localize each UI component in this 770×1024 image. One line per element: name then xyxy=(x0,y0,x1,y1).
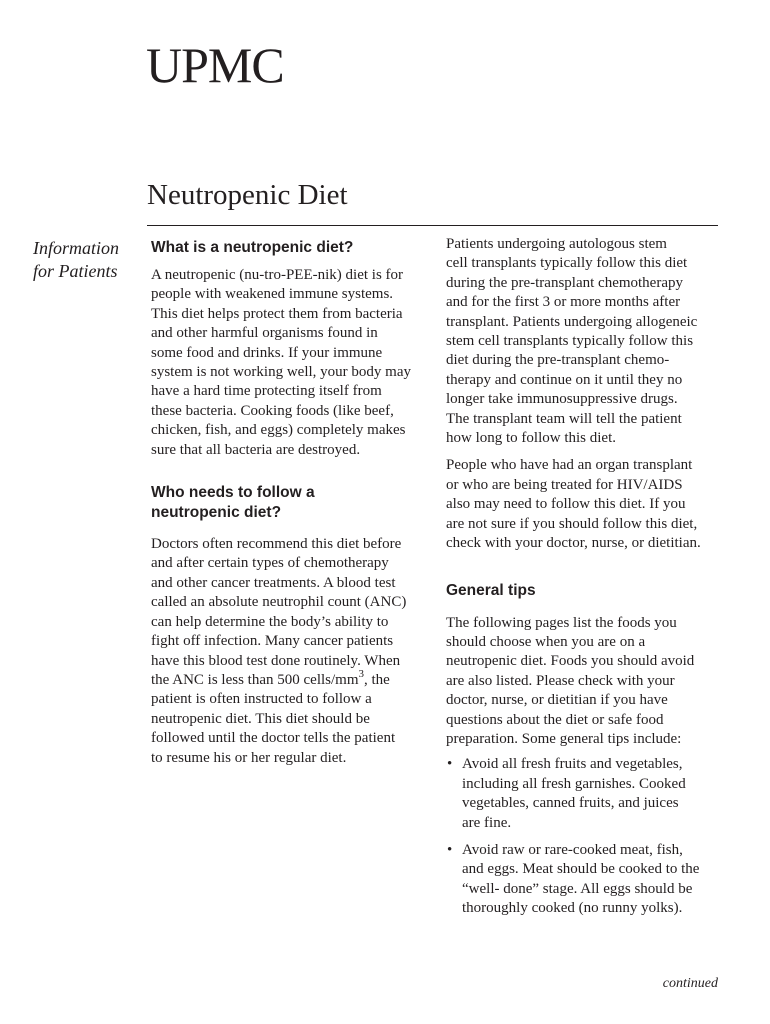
heading-line: Who needs to follow a xyxy=(151,484,315,502)
text-line: and for the first 3 or more months after xyxy=(446,294,681,311)
text-line: including all fresh garnishes. Cooked xyxy=(462,775,686,792)
text-line: neutropenic diet. This diet should be xyxy=(151,710,370,727)
text-line: thoroughly cooked (no runny yolks). xyxy=(462,900,683,917)
heading-general-tips: General tips xyxy=(446,581,536,599)
text-line: some food and drinks. If your immune xyxy=(151,344,383,361)
text-line: Patients undergoing autologous stem xyxy=(446,236,667,252)
sidebar-label-line1: Information xyxy=(33,238,120,258)
text-line: patient is often instructed to follow a xyxy=(151,691,372,708)
text-line: also may need to follow this diet. If you xyxy=(446,496,686,513)
tips-list xyxy=(446,755,726,918)
list-item xyxy=(446,755,726,833)
text-line: People who have had an organ transplant xyxy=(446,457,693,474)
text-line: Doctors often recommend this diet before xyxy=(151,536,402,553)
text-line: Avoid all fresh fruits and vegetables, xyxy=(462,756,683,773)
text-line: This diet helps protect them from bacteria xyxy=(151,305,403,322)
text-line-anc xyxy=(151,667,390,688)
text-line: cell transplants typically follow this diet xyxy=(446,255,688,272)
right-column xyxy=(446,235,726,919)
text-line: stem cell transplants typically follow this xyxy=(446,333,694,350)
text-line: called an absolute neutrophil count (ANC) xyxy=(151,594,407,611)
text-line: transplant. Patients undergoing allogeneic xyxy=(446,313,698,330)
text-line: The transplant team will tell the patient xyxy=(446,410,682,427)
text-line: preparation. Some general tips include: xyxy=(446,730,682,747)
paragraph-organ-transplant xyxy=(446,456,726,553)
text-line: “well- done” stage. All eggs should be xyxy=(462,880,693,897)
text-line: chicken, fish, and eggs) completely makes xyxy=(151,422,406,439)
text-line: and after certain types of chemotherapy xyxy=(151,555,389,572)
text-line: sure that all bacteria are destroyed. xyxy=(151,441,361,458)
text-line: fight off infection. Many cancer patients xyxy=(151,633,394,650)
text-line: or who are being treated for HIV/AIDS xyxy=(446,476,683,493)
bullet-icon: • xyxy=(447,756,453,773)
text-line: are not sure if you should follow this diet, xyxy=(446,515,698,532)
text-line: during the pre-transplant chemotherapy xyxy=(446,274,683,291)
text-line: have a hard time protecting itself from xyxy=(151,383,382,400)
text-line: followed until the doctor tells the patient xyxy=(151,730,396,747)
text-line: doctor, nurse, or dietitian if you have xyxy=(446,692,668,709)
paragraph-transplant xyxy=(446,235,726,448)
sidebar-label xyxy=(33,237,133,283)
heading-line: neutropenic diet? xyxy=(151,504,282,522)
bullet-icon: • xyxy=(447,841,453,858)
paragraph-who-needs xyxy=(151,535,431,768)
paragraph-definition xyxy=(151,266,431,460)
left-column xyxy=(151,238,431,768)
sidebar-label-line2: for Patients xyxy=(33,261,118,281)
text-line: these bacteria. Cooking foods (like beef, xyxy=(151,402,394,419)
text-line: Avoid raw or rare-cooked meat, fish, xyxy=(462,841,683,858)
text-line: A neutropenic (nu-tro-PEE-nik) diet is for xyxy=(151,267,404,283)
heading-what-is: What is a neutropenic diet? xyxy=(151,239,354,256)
text-line: and eggs. Meat should be cooked to the xyxy=(462,861,700,878)
text-line: can help determine the body’s ability to xyxy=(151,613,389,630)
text-line: how long to follow this diet. xyxy=(446,430,616,447)
text-line: The following pages list the foods you xyxy=(446,614,677,631)
text-line: people with weakened immune systems. xyxy=(151,286,394,303)
upmc-logo: UPMC xyxy=(146,37,284,93)
text-line: are also listed. Please check with your xyxy=(446,672,675,689)
page-title: Neutropenic Diet xyxy=(147,179,348,211)
list-item xyxy=(446,841,726,919)
text-line: and other harmful organisms found in xyxy=(151,325,378,342)
paragraph-general-tips xyxy=(446,614,726,750)
text-line: system is not working well, your body may xyxy=(151,364,411,381)
text-line: therapy and continue on it until they no xyxy=(446,371,683,388)
text-line: to resume his or her regular diet. xyxy=(151,749,347,766)
text-line: diet during the pre-transplant chemo- xyxy=(446,352,670,369)
text-line: longer take immunosuppressive drugs. xyxy=(446,391,678,408)
anc-text: the ANC is less than 500 cells/mm xyxy=(151,671,359,688)
text-line: have this blood test done routinely. When xyxy=(151,652,401,669)
text-line: are fine. xyxy=(462,814,512,831)
superscript-3: 3 xyxy=(358,667,364,680)
heading-who-needs xyxy=(151,483,431,523)
text-line: vegetables, canned fruits, and juices xyxy=(462,795,679,812)
text-line: should choose when you are on a xyxy=(446,633,646,650)
text-line: check with your doctor, nurse, or dietitian. xyxy=(446,535,701,552)
continued-label: continued xyxy=(662,976,718,991)
text-line: and other cancer treatments. A blood test xyxy=(151,574,396,591)
text-line: questions about the diet or safe food xyxy=(446,711,664,728)
title-divider xyxy=(147,225,718,226)
anc-text-after: , the xyxy=(364,671,390,688)
text-line: neutropenic diet. Foods you should avoid xyxy=(446,653,695,670)
